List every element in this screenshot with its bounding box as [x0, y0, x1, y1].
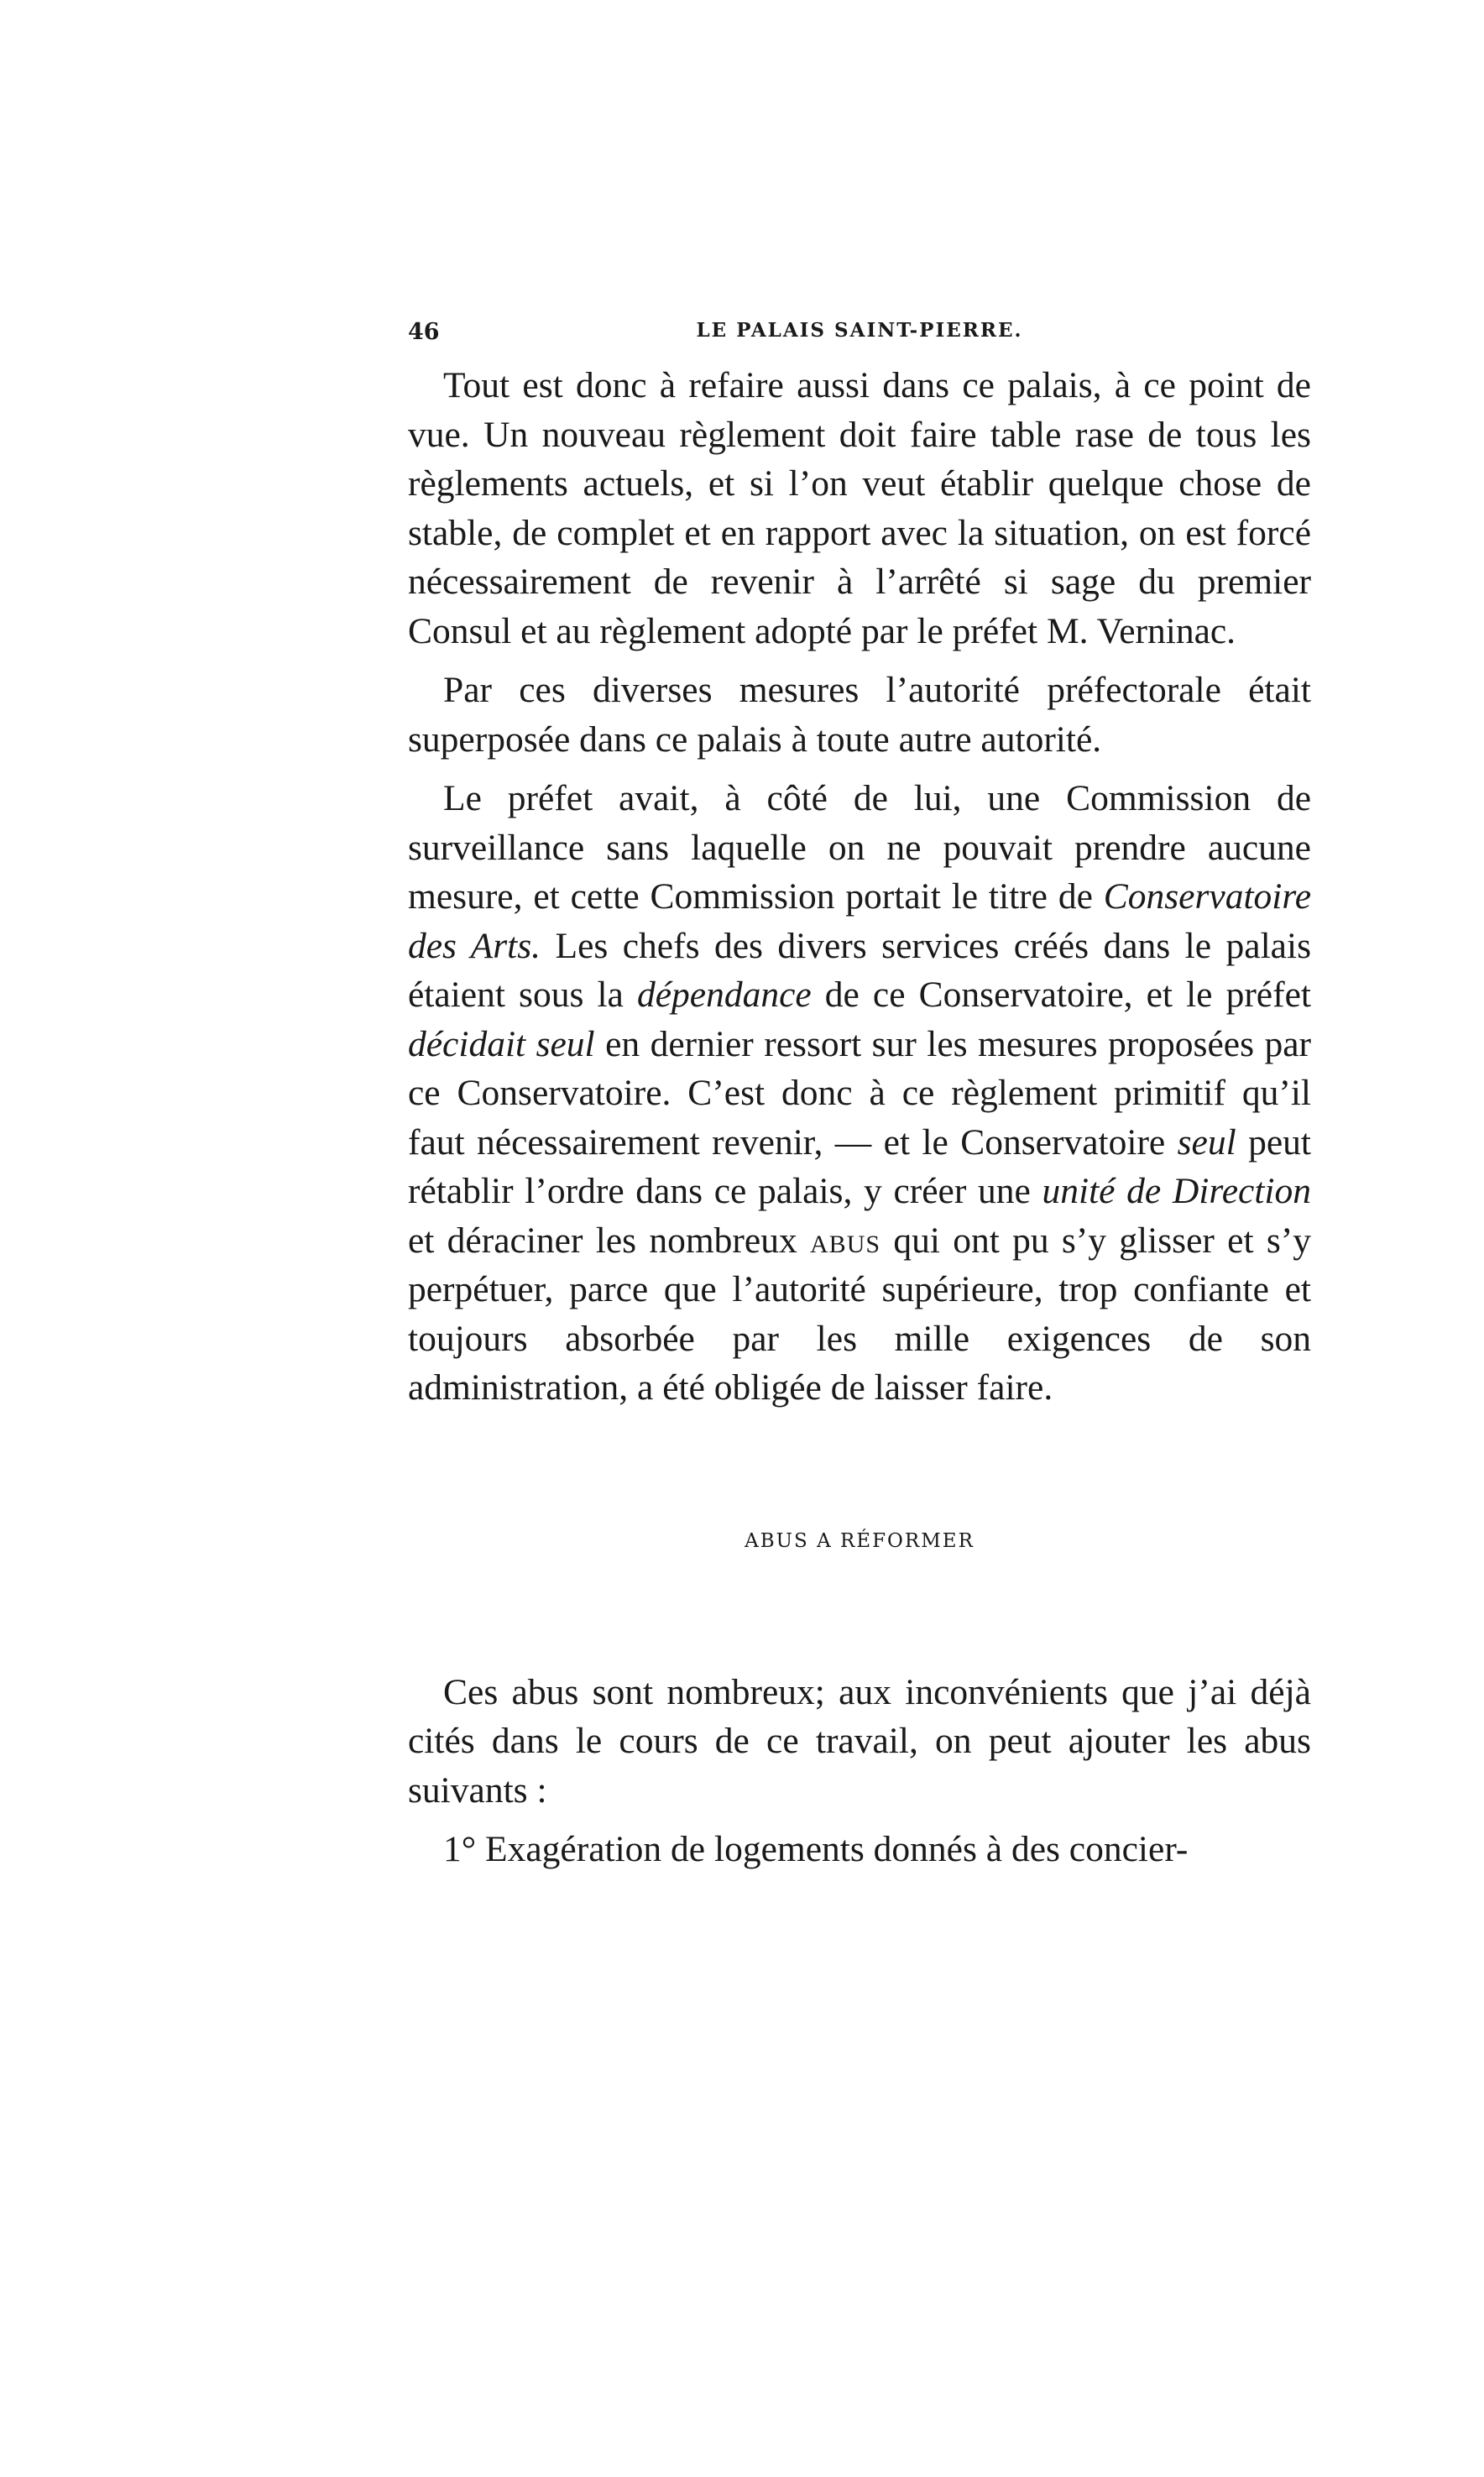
- paragraph-commission: [408, 774, 1311, 1413]
- running-head: [408, 319, 1311, 356]
- section-heading: ABUS A RÉFORMER: [745, 1529, 975, 1552]
- smallcaps-abus: abus: [810, 1220, 881, 1261]
- text-run: Le préfet avait, à côté de lui, une Commission de surveillance sans laquelle on ne pouvait prendre aucune mesure, et cette Commission portait le titre de: [408, 778, 1311, 917]
- italic-dependance: dépendance: [636, 975, 812, 1015]
- text-run: Les chefs des divers services créés dans le palais étaient sous la: [408, 925, 1311, 1015]
- text-run: qui ont pu s’y glisser et s’y perpétuer, parce que l’autorité supérieure, trop confiante et toujours absorbée par les mille exigences de son administration, a été obligée de laisser faire.: [408, 1220, 1311, 1408]
- italic-conservatoire: Conservatoire des Arts.: [408, 876, 1311, 966]
- text-run: de ce Conservatoire, et le préfet: [811, 975, 1311, 1015]
- body-text: [408, 361, 1311, 1413]
- page-number: 46: [408, 319, 440, 345]
- running-title: LE PALAIS SAINT-PIERRE.: [696, 319, 1023, 342]
- italic-seul: seul: [1177, 1121, 1236, 1163]
- text-run: en dernier ressort sur les mesures proposées par ce Conservatoire. C’est donc à ce règlement primitif qu’il faut nécessairement revenir, — et le Conservatoire: [408, 1023, 1311, 1163]
- paragraph-refaire: Tout est donc à refaire aussi dans ce palais, à ce point de vue. Un nouveau règlement doit faire table rase de tous les règlements actuels, et si l’on veut établir quelque chose de stable, de complet et en rapport avec la situation, on est forcé nécessairement de revenir à l’arrêté si sage du premier Consul et au règlement adopté par le préfet M. Verninac.: [408, 365, 1311, 651]
- paragraph-item-1: 1° Exagération de logements donnés à des concier-: [443, 1829, 1189, 1869]
- section-body: [408, 1668, 1311, 1874]
- italic-unite-direction: unité de Direction: [1042, 1171, 1311, 1211]
- book-page: [408, 319, 1311, 1884]
- italic-decidait-seul: décidait seul: [408, 1023, 595, 1064]
- text-run: et déraciner les nombreux: [408, 1220, 811, 1261]
- paragraph-abus-nombreux: Ces abus sont nombreux; aux inconvénients que j’ai déjà cités dans le cours de ce travail, on peut ajouter les abus suivants :: [408, 1671, 1311, 1811]
- paragraph-autorite: Par ces diverses mesures l’autorité préfectorale était superposée dans ce palais à toute autre autorité.: [408, 670, 1311, 760]
- text-run: peut rétablir l’ordre dans ce palais, y créer une: [408, 1121, 1311, 1211]
